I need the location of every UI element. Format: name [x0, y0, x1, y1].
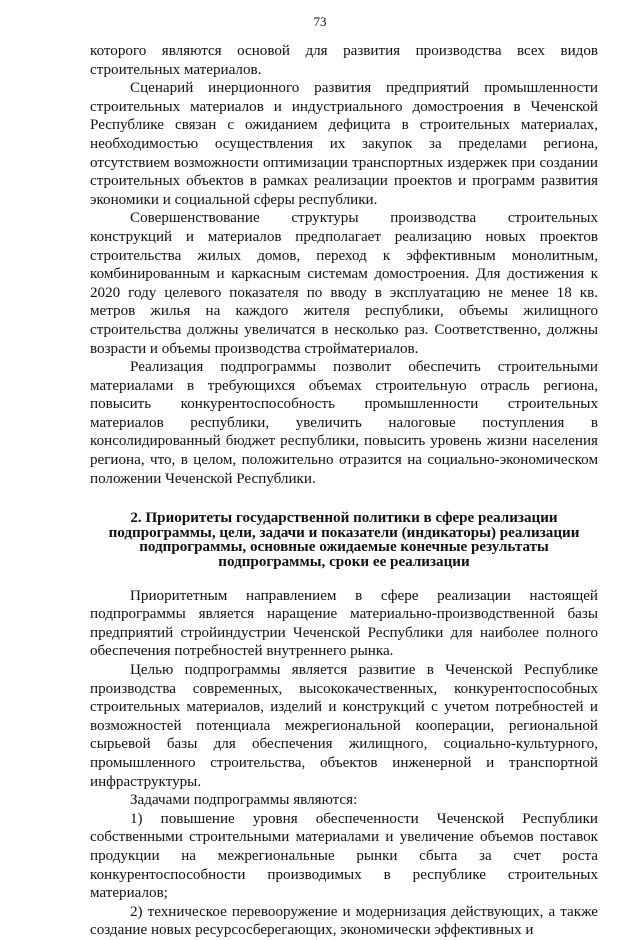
page-number: 73 [313, 14, 327, 29]
section-heading-line: подпрограммы, цели, задачи и показатели (индикаторы) реализации [108, 524, 580, 541]
paragraph-priority-direction: Приоритетным направлением в сфере реализации настоящей подпрограммы является наращение материально-производственной базы предприятий стройиндустрии Чеченской Республики для наиболее полного обеспечения потребностей внутреннего рынка. [90, 587, 598, 660]
section-heading-line: 2. Приоритеты государственной политики в сфере реализации [130, 510, 558, 527]
paragraph-task-1: 1) повышение уровня обеспеченности Чеченской Республики собственными строительными материалами и увеличение объемов поставок продукции на межрегиональные рынки сбыта за счет роста конкурентоспособности производимых в республике строительных материалов; [90, 810, 598, 902]
paragraph-structure-improvement: Совершенствование структуры производства строительных конструкций и материалов предполагает реализацию новых проектов строительства жилых домов, переход к эффективным монолитным, комбинированным и каркасным системам домостроения. Для достижения к 2020 году целевого показателя по вводу в эксплуатацию не менее 18 кв. метров жилья на каждого жителя республики, объемы жилищного строительства должны увеличатся в несколько раз. Соответственно, должны возрасти и объемы производства стройматериалов. [90, 210, 598, 357]
paragraph-subprogram-effects: Реализация подпрограммы позволит обеспечить строительными материалами в требующихся объемах строительную отрасль региона, повысить конкурентоспособность промышленности строительных материалов республики, увеличить налоговые поступления в консолидированный бюджет республики, повысить уровень жизни населения региона, что, в целом, положительно отразится на социально-экономическом положении Чеченской Республики. [90, 359, 598, 487]
section-heading-line: подпрограммы, сроки ее реализации [218, 554, 470, 571]
section-heading-line: подпрограммы, основные ожидаемые конечные результаты [139, 539, 549, 556]
paragraph-inertial-scenario: Сценарий инерционного развития предприятий промышленности строительных материалов и индустриального домостроения в Чеченской Республике связан с ожиданием дефицита в строительных материалах, необходимостью осуществления их закупок за пределами региона, отсутствием возможности оптимизации транспортных издержек при создании строительных объектов в рамках реализации проектов и программ развития экономики и социальной сферы республики. [90, 80, 598, 208]
paragraph-tasks-intro: Задачами подпрограммы являются: [130, 792, 358, 809]
document-body [90, 42, 598, 940]
paragraph-task-2: 2) техническое перевооружение и модернизация действующих, а также создание новых ресурсосберегающих, экономически эффективных и [90, 903, 598, 939]
paragraph-continuation: которого являются основой для развития производства всех видов строительных материалов. [90, 43, 598, 78]
section-heading [90, 511, 598, 569]
paragraph-subprogram-goal: Целью подпрограммы является развитие в Чеченской Республике производства современных, высококачественных, конкурентоспособных строительных материалов, изделий и конструкций с учетом потребностей и возможностей потенциала межрегиональной кооперации, региональной сырьевой базы для обеспечения жилищного, социально-культурного, промышленного строительства, объектов инженерной и транспортной инфраструктуры. [90, 662, 598, 790]
